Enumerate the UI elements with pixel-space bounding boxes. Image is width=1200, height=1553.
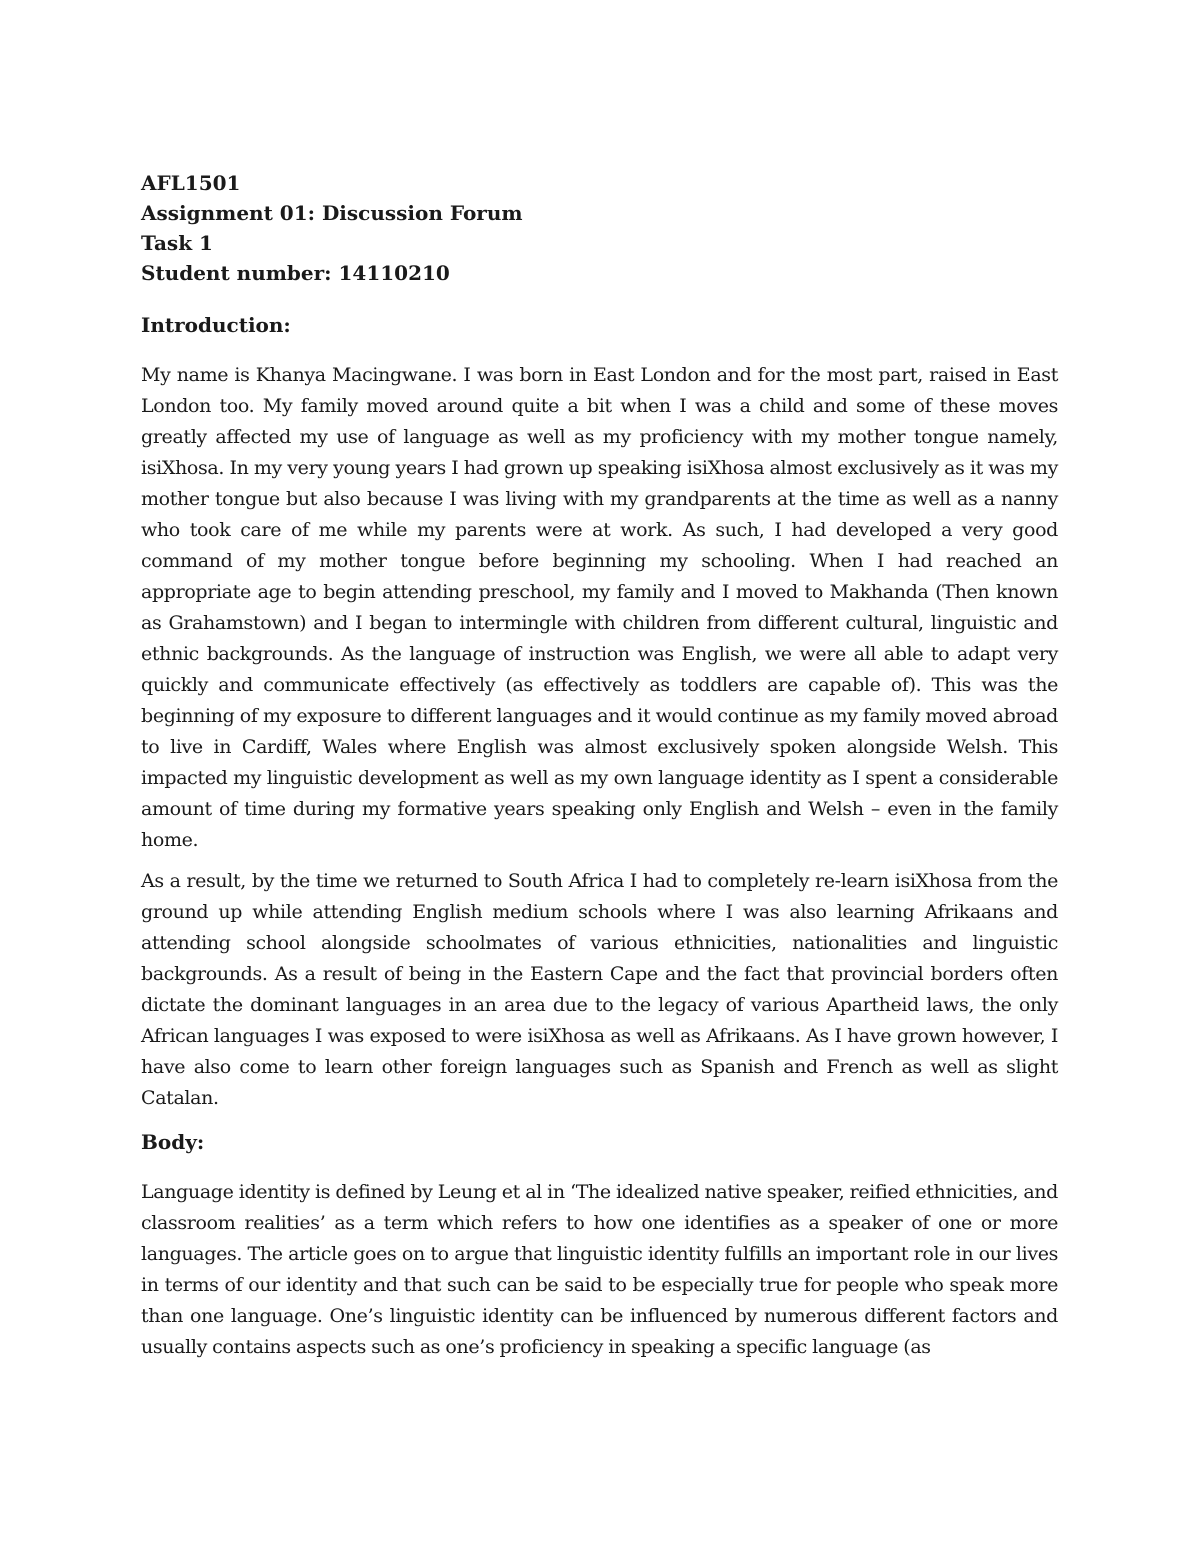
student-number: Student number: 14110210 (141, 261, 450, 285)
task-label: Task 1 (141, 231, 213, 255)
introduction-heading: Introduction: (141, 313, 291, 337)
body-paragraph-1: Language identity is defined by Leung et al in ‘The idealized native speaker, reified ethnicities, and classroom realities’ as a term which refers to how one identifies as a speaker of one or more languages. The article goes on to argue that linguistic identity fulfills an important role in our lives in terms of our identity and that such can be said to be especially true for people who speak more than one language. One’s linguistic identity can be influenced by numerous different factors and usually contains aspects such as one’s proficiency in speaking a specific language (as (141, 1181, 1058, 1358)
introduction-paragraph-2: As a result, by the time we returned to South Africa I had to completely re-learn isiXhosa from the ground up while attending English medium schools where I was also learning Afrikaans and attending school alongside schoolmates of various ethnicities, nationalities and linguistic backgrounds. As a result of being in the Eastern Cape and the fact that provincial borders often dictate the dominant languages in an area due to the legacy of various Apartheid laws, the only African languages I was exposed to were isiXhosa as well as Afrikaans. As I have grown however, I have also come to learn other foreign languages such as Spanish and French as well as slight Catalan. (141, 870, 1058, 1109)
document-content (141, 168, 1058, 1363)
document-header (141, 168, 1058, 288)
assignment-title: Assignment 01: Discussion Forum (141, 201, 523, 225)
body-heading: Body: (141, 1130, 205, 1154)
introduction-paragraph-1: My name is Khanya Macingwane. I was born in East London and for the most part, raised in East London too. My family moved around quite a bit when I was a child and some of these moves greatly affected my use of language as well as my proficiency with my mother tongue namely, isiXhosa. In my very young years I had grown up speaking isiXhosa almost exclusively as it was my mother tongue but also because I was living with my grandparents at the time as well as a nanny who took care of me while my parents were at work. As such, I had developed a very good command of my mother tongue before beginning my schooling. When I had reached an appropriate age to begin attending preschool, my family and I moved to Makhanda (Then known as Grahamstown) and I began to intermingle with children from different cultural, linguistic and ethnic backgrounds. As the language of instruction was English, we were all able to adapt very quickly and communicate effectively (as effectively as toddlers are capable of). This was the beginning of my exposure to different languages and it would continue as my family moved abroad to live in Cardiff, Wales where English was almost exclusively spoken alongside Welsh. This impacted my linguistic development as well as my own language identity as I spent a considerable amount of time during my formative years speaking only English and Welsh – even in the family home. (141, 364, 1058, 851)
course-code: AFL1501 (141, 171, 241, 195)
